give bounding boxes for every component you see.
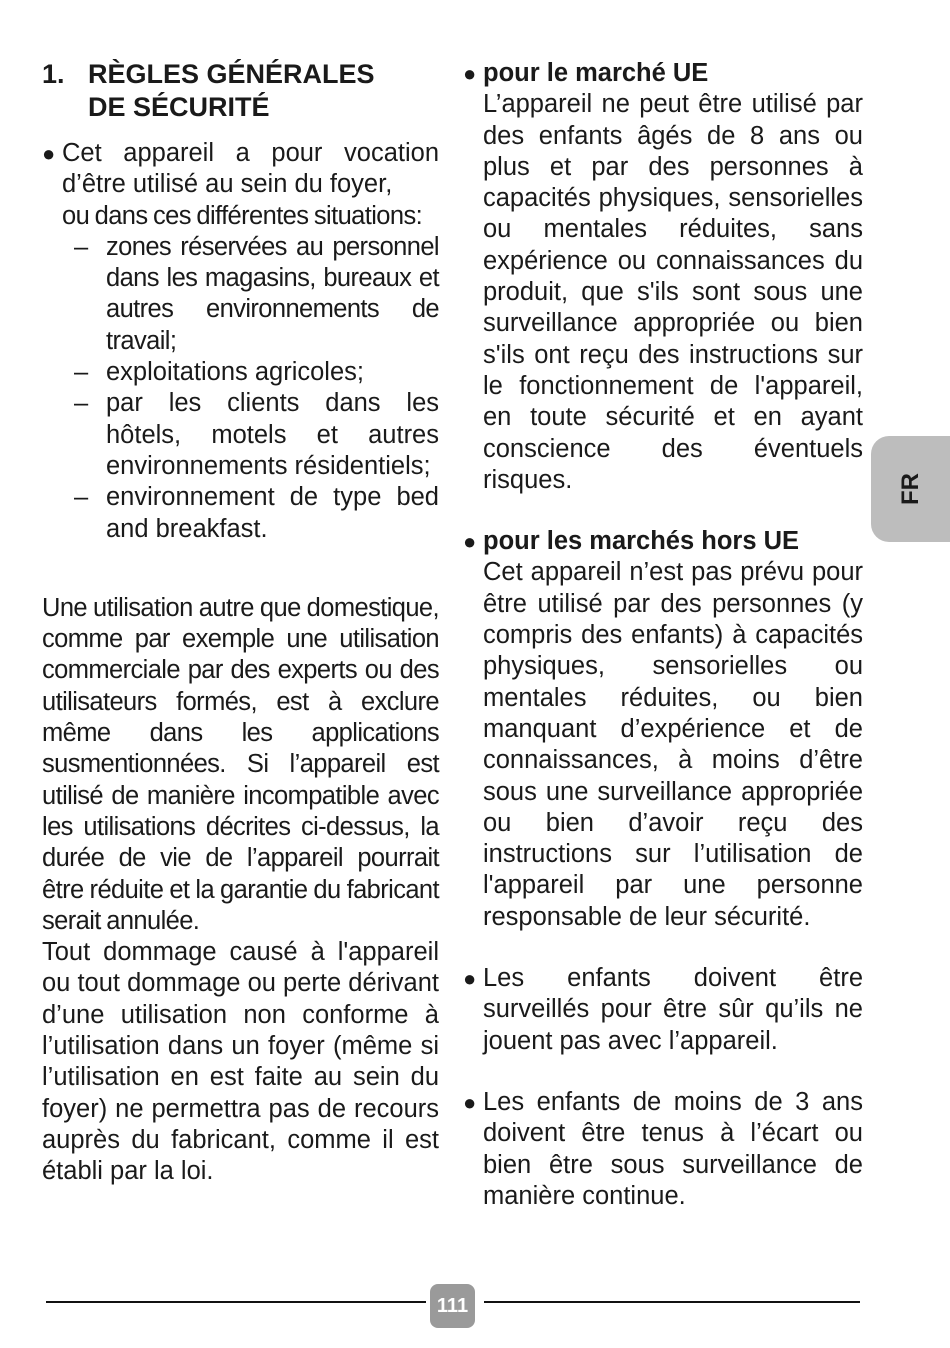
intro-text-2: ou dans ces différentes situations: bbox=[62, 201, 423, 230]
section-title: RÈGLES GÉNÉRALES DE SÉCURITÉ bbox=[88, 59, 375, 122]
list-item: – zones réservées au personnel dans les magasins, bureaux et autres environnements de travail; bbox=[106, 232, 439, 357]
list-item: – exploitations agricoles; bbox=[106, 357, 439, 388]
bullet-icon: ● bbox=[463, 61, 477, 86]
bullet-icon: ● bbox=[463, 966, 477, 992]
section-number: 1. bbox=[42, 59, 65, 89]
intro-text: Cet appareil a pour vocation d’être utilisé au sein du foyer, bbox=[62, 139, 439, 199]
list-item: – environnement de type bed and breakfast. bbox=[106, 482, 439, 545]
under3-text: Les enfants de moins de 3 ans doivent être tenus à l’écart ou bien être sous surveillance de manière continue. bbox=[483, 1087, 863, 1210]
section-heading bbox=[42, 58, 439, 124]
bullet-icon: ● bbox=[463, 529, 477, 555]
eu-bullet bbox=[463, 58, 863, 496]
language-label: FR bbox=[896, 473, 924, 505]
usage-list bbox=[42, 232, 439, 545]
footer-divider-left bbox=[46, 1301, 426, 1303]
non-eu-text: Cet appareil n’est pas prévu pour être utilisé par des personnes (y compris des enfants) à capacités physiques, sensorielles ou mentales réduites, ou bien manquant d’expérience et de connaissances, à moins d’être sous une surveillance appropriée ou bien d’avoir reçu des instructions sur l’utilisation de l'appareil par une personne responsable de leur sécurité. bbox=[483, 558, 863, 931]
list-item: – par les clients dans les hôtels, motels et autres environnements résidentiels; bbox=[106, 388, 439, 482]
usage-paragraph: Une utilisation autre que domestique, comme par exemple une utilisation commerciale par des experts ou des utilisateurs formés, est à exclure même dans les applications susmentionnées. Si l’appareil est utilisé de manière incompatible avec les utilisations décrites ci-dessus, la durée de vie de l’appareil pourrait être réduite et la garantie du fabricant serait annulée. bbox=[42, 593, 439, 935]
intro-bullet bbox=[42, 138, 439, 545]
footer-divider-right bbox=[484, 1301, 860, 1303]
under3-bullet bbox=[463, 1087, 863, 1212]
damage-paragraph: Tout dommage causé à l'appareil ou tout dommage ou perte dérivant d’une utilisation non conforme à l’utilisation dans un foyer (même si l’utilisation en est faite au sein du foyer) ne permettra pas de recours auprès du fabricant, comme il est établi par la loi. bbox=[42, 938, 439, 1186]
children-bullet bbox=[463, 963, 863, 1057]
eu-title: pour le marché UE bbox=[483, 59, 709, 87]
eu-text: L’appareil ne peut être utilisé par des enfants âgés de 8 ans ou plus et par des personnes à capacités physiques, sensorielles ou mentales réduites, sans expérience ou connaissances du produit, que s'ils sont sous une surveillance appropriée ou bien s'ils ont reçu des instructions sur le fonctionnement de l'appareil, en toute sécurité et en ayant conscience des éventuels risques. bbox=[483, 90, 863, 494]
right-column bbox=[463, 58, 863, 1212]
language-tab bbox=[871, 436, 950, 542]
left-column bbox=[42, 58, 439, 1188]
bullet-icon: ● bbox=[463, 1089, 477, 1115]
non-eu-title: pour les marchés hors UE bbox=[483, 527, 800, 556]
non-eu-bullet bbox=[463, 526, 863, 933]
page-number-badge: 111 bbox=[430, 1284, 475, 1328]
bullet-icon: ● bbox=[42, 141, 56, 166]
children-text: Les enfants doivent être surveillés pour être sûr qu’ils ne jouent pas avec l’appareil. bbox=[483, 964, 863, 1055]
